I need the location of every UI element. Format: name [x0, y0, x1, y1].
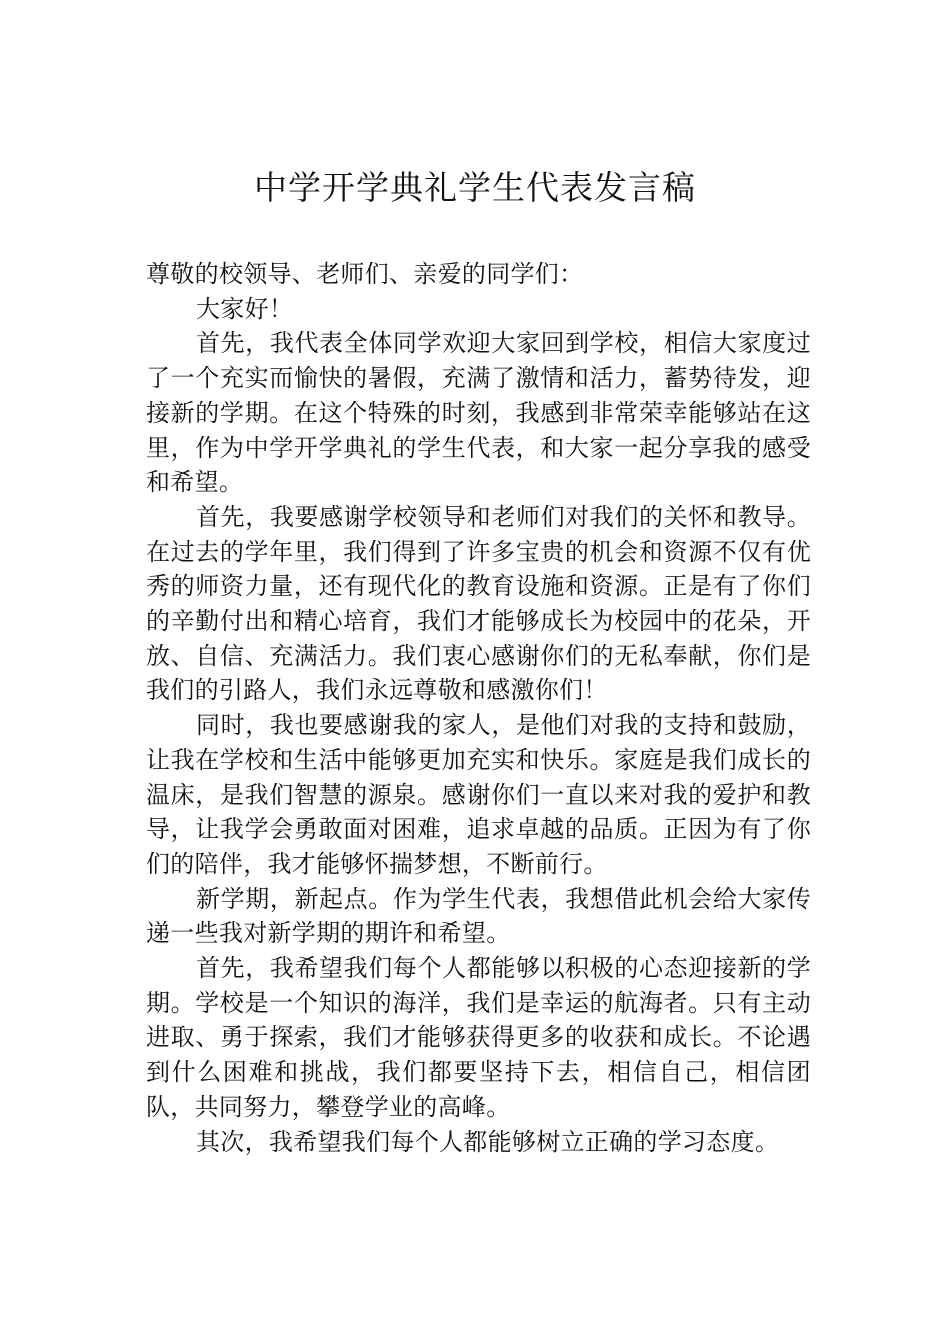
salutation: 尊敬的校领导、老师们、亲爱的同学们： — [146, 260, 584, 288]
document-body — [146, 257, 811, 1159]
paragraph: 同时，我也要感谢我的家人，是他们对我的支持和鼓励，让我在学校和生活中能够更加充实和快乐。家庭是我们成长的温床，是我们智慧的源泉。感谢你们一直以来对我的爱护和教导，让我学会勇敢面对困难，追求卓越的品质。正因为有了你们的陪伴，我才能够怀揣梦想，不断前行。 — [146, 711, 811, 878]
document-title: 中学开学典礼学生代表发言稿 — [254, 168, 696, 207]
paragraph: 首先，我要感谢学校领导和老师们对我们的关怀和教导。在过去的学年里，我们得到了许多宝贵的机会和资源不仅有优秀的师资力量，还有现代化的教育设施和资源。正是有了你们的辛勤付出和精心培育，我们才能够成长为校园中的花朵，开放、自信、充满活力。我们衷心感谢你们的无私奉献，你们是我们的引路人，我们永远尊敬和感激你们！ — [146, 502, 811, 705]
paragraph-greeting: 大家好！ — [196, 294, 294, 323]
paragraph: 首先，我代表全体同学欢迎大家回到学校，相信大家度过了一个充实而愉快的暑假，充满了激情和活力，蓄势待发，迎接新的学期。在这个特殊的时刻，我感到非常荣幸能够站在这里，作为中学开学典礼的学生代表，和大家一起分享我的感受和希望。 — [146, 329, 811, 497]
paragraph: 其次，我希望我们每个人都能够树立正确的学习态度。 — [196, 1127, 780, 1156]
paragraph: 首先，我希望我们每个人都能够以积极的心态迎接新的学期。学校是一个知识的海洋，我们是幸运的航海者。只有主动进取、勇于探索，我们才能够获得更多的收获和成长。不论遇到什么困难和挑战，我们都要坚持下去，相信自己，相信团队，共同努力，攀登学业的高峰。 — [146, 954, 811, 1121]
paragraph: 新学期，新起点。作为学生代表，我想借此机会给大家传递一些我对新学期的期许和希望。 — [146, 884, 811, 948]
